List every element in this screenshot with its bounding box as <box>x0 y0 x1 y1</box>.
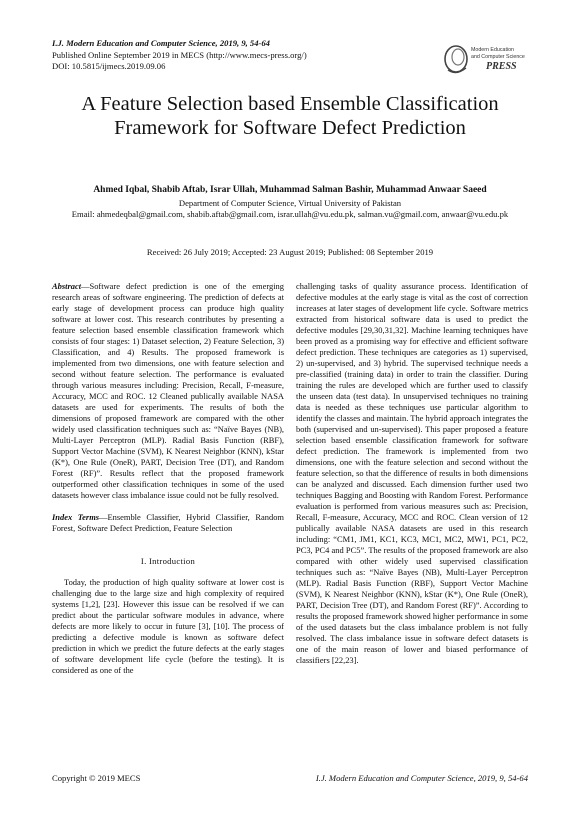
author-list: Ahmed Iqbal, Shabib Aftab, Israr Ullah, Muhammad Salman Bashir, Muhammad Anwaar Saeed <box>93 185 487 195</box>
abstract <box>52 281 284 501</box>
received-dates: Received: 26 July 2019; Accepted: 23 August 2019; Published: 08 September 2019 <box>146 247 434 257</box>
journal-name: I.J. Modern Education and Computer Science <box>52 38 216 48</box>
copyright-footer: Copyright © 2019 MECS <box>52 773 141 783</box>
intro-paragraph-left: Today, the production of high quality software at lower cost is challenging due to the large size and high complexity of required systems [1,2], [23]. However this issue can be resolved if we can predict about the particular software modules in advance, where defects are more likely to occur in future [3], [10]. The process of predicting a defective module is known as software defect prediction in which we predict the future defects at the early stages of software development life cycle (before the testing). It is considered as one of the <box>52 577 284 675</box>
doi-line: DOI: 10.5815/ijmecs.2019.09.06 <box>52 61 166 71</box>
intro-paragraph-right: challenging tasks of quality assurance process. Identification of defective modules at the early stage is vital as the cost of correction increases at later stages of development life cycle. Software metrics extracted from historical software data is used to predict the defective modules [29,30,31,32]. Machine learning techniques have been proved as a promising way for effective and efficient software defect prediction. These techniques are categories as 1) supervised, 2) un-supervised, and 3) hybrid. The supervised technique needs a pre-classified (training data) in order to train the classifier. During training the rules are developed which are further used to classify the unseen data (test data). In unsupervised techniques no training data is needed as these techniques use particular algorithm to identify the classes and maintain. The hybrid approach integrates the both (supervised and un-supervised). This paper proposed a feature selection based ensemble classification framework for software defect prediction. The framework is implemented from two dimensions, one with the feature selection and second without the feature selection, so that the difference of results in both dimensions can be analyzed and discussed. Each dimension further used two techniques Bagging and Boosting with Random Forest. Performance evaluation is performed from various measures such as: Precision, Recall, F-measure, Accuracy, MCC and ROC. Clean version of 12 publically available NASA datasets are used in this research including: “CM1, JM1, KC1, KC3, MC1, MC2, MW1, PC1, PC2, PC3, PC4 and PC5”. The results of the proposed framework are also compared with other widely used supervised classification techniques such as: “Naïve Bayes (NB), Multi-Layer Perceptron (MLP). Radial Basis Function (RBF), Support Vector Machine (SVM), K Nearest Neighbor (KNN), kStar (K*), One Rule (OneR), PART, Decision Tree (DT), and Random Forest (RF)”. According to results the proposed framework showed higher performance in some of the used datasets but the class imbalance problem is not fully resolved. The class imbalance issue in software defect datasets is one of the main reason of lower and biased performance of classifiers [22,23]. <box>296 281 528 665</box>
right-column <box>296 281 528 666</box>
paper-title: A Feature Selection based Ensemble Classification Framework for Software Defect Prediction <box>81 93 499 139</box>
mecs-press-logo <box>442 40 526 80</box>
logo-line1: Modern Education <box>471 47 514 53</box>
abstract-text: —Software defect prediction is one of the emerging research areas of software engineering. The prediction of defects at early stage of development process can produce high quality software at lower cost. This research contributes by presenting a feature selection based ensemble classification framework which consists of four stages: 1) Dataset selection, 2) Feature Selection, 3) Classification, and 4) Results. The proposed framework is implemented from two dimensions, one with feature selection and second without feature selection. The performance is evaluated through various measures including: Precision, Recall, F-measure, Accuracy, MCC and ROC. 12 Cleaned publically available NASA datasets are used for experiments. The results of both the dimensions of proposed framework are compared with the other widely used classification techniques such as: “Naïve Bayes (NB), Multi-Layer Perceptron (MLP). Radial Basis Function (RBF), Support Vector Machine (SVM), K Nearest Neighbor (KNN), kStar (K*), One Rule (OneR), PART, Decision Tree (DT), and Random Forest (RF)”. Results reflect that the proposed framework outperformed other classification techniques in some of the used datasets however class imbalance issue could not be fully resolved. <box>52 281 284 500</box>
mecs-logo-graphic <box>442 40 526 80</box>
affiliation-block <box>40 198 540 220</box>
abstract-label: Abstract <box>52 281 82 291</box>
department: Department of Computer Science, Virtual University of Pakistan <box>178 198 402 208</box>
published-line: Published Online September 2019 in MECS (http://www.mecs-press.org/) <box>52 49 307 60</box>
index-terms <box>52 512 284 534</box>
index-terms-label: Index Terms <box>52 512 100 522</box>
email-list: Email: ahmedeqbal@gmail.com, shabib.aftab@gmail.com, israr.ullah@vu.edu.pk, salman.vu@gmail.com, anwaar@vu.edu.pk <box>71 209 509 219</box>
journal-header <box>52 38 307 73</box>
journal-info: , 2019, 9, 54-64 <box>215 38 270 48</box>
index-terms-text: —Ensemble Classifier, Hybrid Classifier, Random Forest, Software Defect Prediction, Feature Selection <box>52 512 284 533</box>
left-column <box>52 281 284 676</box>
journal-footer: I.J. Modern Education and Computer Science, 2019, 9, 54-64 <box>315 773 528 783</box>
section-heading-introduction: I. Introduction <box>140 556 196 566</box>
logo-line2: and Computer Science <box>471 54 525 60</box>
logo-press-word: PRESS <box>486 61 517 72</box>
